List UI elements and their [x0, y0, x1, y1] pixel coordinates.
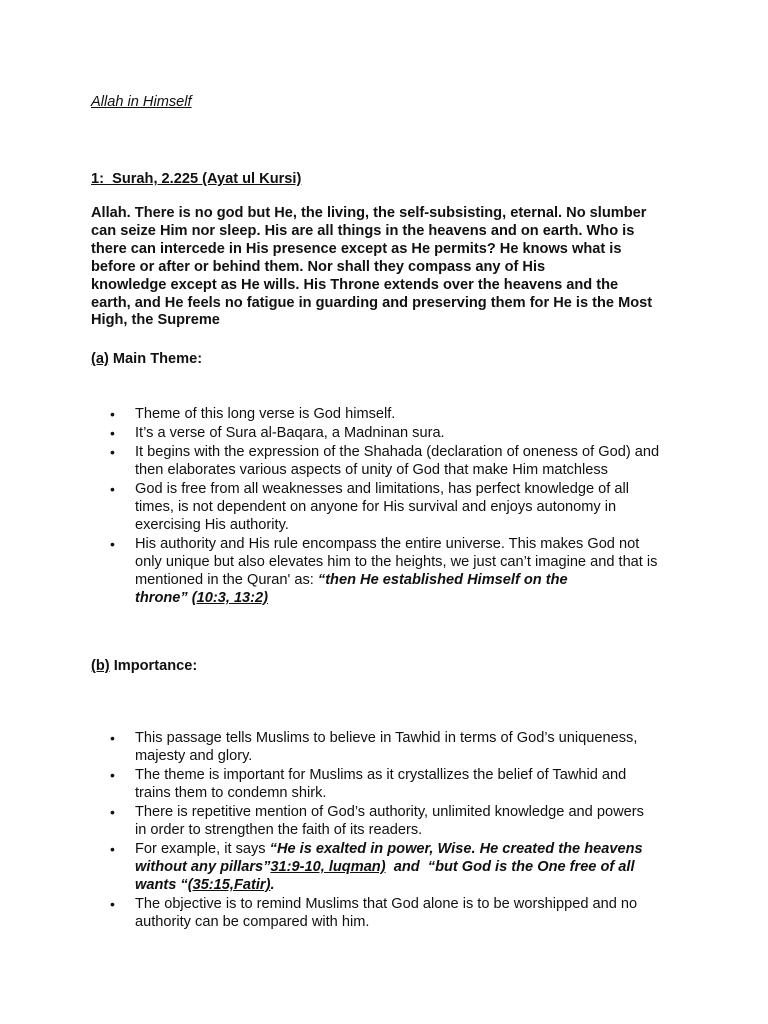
- example-quote: wants “: [135, 877, 188, 893]
- list-item-line: [135, 858, 690, 876]
- bullet-icon: •: [110, 444, 115, 460]
- verse-line: can seize Him nor sleep. His are all things in the heavens and on earth. Who is: [91, 222, 635, 239]
- list-item-line: This passage tells Muslims to believe in Tawhid in terms of God’s uniqueness,: [135, 730, 638, 746]
- list-item-line: trains them to condemn shirk.: [135, 785, 327, 801]
- main-theme-heading: [91, 350, 202, 368]
- bullet-icon: •: [110, 804, 115, 820]
- list-item-line: [135, 571, 690, 589]
- list-item: [110, 840, 690, 894]
- list-item: [110, 729, 690, 765]
- example-reference: 31:9-10, luqman): [270, 859, 386, 875]
- bullet-icon: •: [110, 730, 115, 746]
- list-item-line: It begins with the expression of the Shahada (declaration of oneness of God) and: [135, 444, 660, 460]
- example-prefix: For example, it says: [135, 841, 270, 857]
- list-item: [110, 480, 690, 534]
- bullet-icon: •: [110, 406, 115, 422]
- bullet-icon: •: [110, 841, 115, 857]
- importance-heading: [91, 657, 197, 675]
- bullet-icon: •: [110, 896, 115, 912]
- document-title: Allah in Himself: [91, 94, 192, 110]
- list-item-line: majesty and glory.: [135, 748, 253, 764]
- list-item-line: exercising His authority.: [135, 517, 289, 533]
- list-item: [110, 443, 690, 479]
- importance-text: Importance:: [109, 658, 198, 674]
- list-item-line: [135, 589, 690, 607]
- list-item-line: The objective is to remind Muslims that God alone is to be worshipped and no: [135, 896, 638, 912]
- list-item-line: It’s a verse of Sura al-Baqara, a Madninan sura.: [135, 425, 445, 441]
- verse-line: there can intercede in His presence except as He permits? He knows what is: [91, 240, 622, 257]
- bullet-icon: •: [110, 481, 115, 497]
- list-item: [110, 405, 690, 423]
- example-connector: and: [385, 859, 428, 875]
- verse-line: knowledge except as He wills. His Throne extends over the heavens and the: [91, 276, 619, 293]
- example-end: .: [270, 877, 275, 893]
- list-item-line: [135, 840, 690, 858]
- list-item: [110, 424, 690, 442]
- quran-reference: (10:3, 13:2): [191, 590, 269, 606]
- list-item-line: God is free from all weaknesses and limitations, has perfect knowledge of all: [135, 481, 629, 497]
- importance-label: (b): [91, 658, 110, 674]
- list-item: [110, 803, 690, 839]
- list-item-line: The theme is important for Muslims as it crystallizes the belief of Tawhid and: [135, 767, 627, 783]
- list-item: [110, 895, 690, 931]
- list-item-line: times, is not dependent on anyone for His survival and enjoys autonomy in: [135, 499, 617, 515]
- bullet-icon: •: [110, 425, 115, 441]
- example-quote: “but God is the One free of all: [427, 859, 635, 875]
- list-item: [110, 535, 690, 607]
- list-item-line: in order to strengthen the faith of its readers.: [135, 822, 423, 838]
- list-item-line: There is repetitive mention of God’s authority, unlimited knowledge and powers: [135, 804, 644, 820]
- example-quote: without any pillars”: [135, 859, 271, 875]
- example-quote: “He is exalted in power, Wise. He created the heavens: [269, 841, 643, 857]
- example-reference: (35:15,Fatir): [187, 877, 271, 893]
- list-item-line: Theme of this long verse is God himself.: [135, 406, 396, 422]
- section-heading: 1: Surah, 2.225 (Ayat ul Kursi): [91, 171, 302, 187]
- main-theme-label: (a): [91, 351, 109, 367]
- list-item: [110, 766, 690, 802]
- list-item-line: authority can be compared with him.: [135, 914, 370, 930]
- list-item-line: [135, 876, 690, 894]
- verse-line: before or after or behind them. Nor shall they compass any of His: [91, 258, 546, 275]
- quran-quote-end: throne”: [135, 590, 192, 606]
- bullet-icon: •: [110, 536, 115, 552]
- verse-line: High, the Supreme: [91, 312, 220, 329]
- quran-mention-text: mentioned in the Quran' as:: [135, 572, 318, 588]
- list-item-line: only unique but also elevates him to the heights, we just can’t imagine and that is: [135, 554, 658, 570]
- list-item-line: then elaborates various aspects of unity of God that make Him matchless: [135, 462, 608, 478]
- verse-line: Allah. There is no god but He, the living, the self-subsisting, eternal. No slumber: [91, 205, 647, 221]
- verse-text: [91, 205, 681, 330]
- main-theme-list: [110, 405, 690, 607]
- verse-line: earth, and He feels no fatigue in guarding and preserving them for He is the Most: [91, 294, 653, 311]
- main-theme-text: Main Theme:: [108, 351, 203, 367]
- bullet-icon: •: [110, 767, 115, 783]
- quran-quote: “then He established Himself on the: [317, 572, 568, 588]
- list-item-line: His authority and His rule encompass the entire universe. This makes God not: [135, 536, 640, 552]
- importance-list: [110, 729, 690, 931]
